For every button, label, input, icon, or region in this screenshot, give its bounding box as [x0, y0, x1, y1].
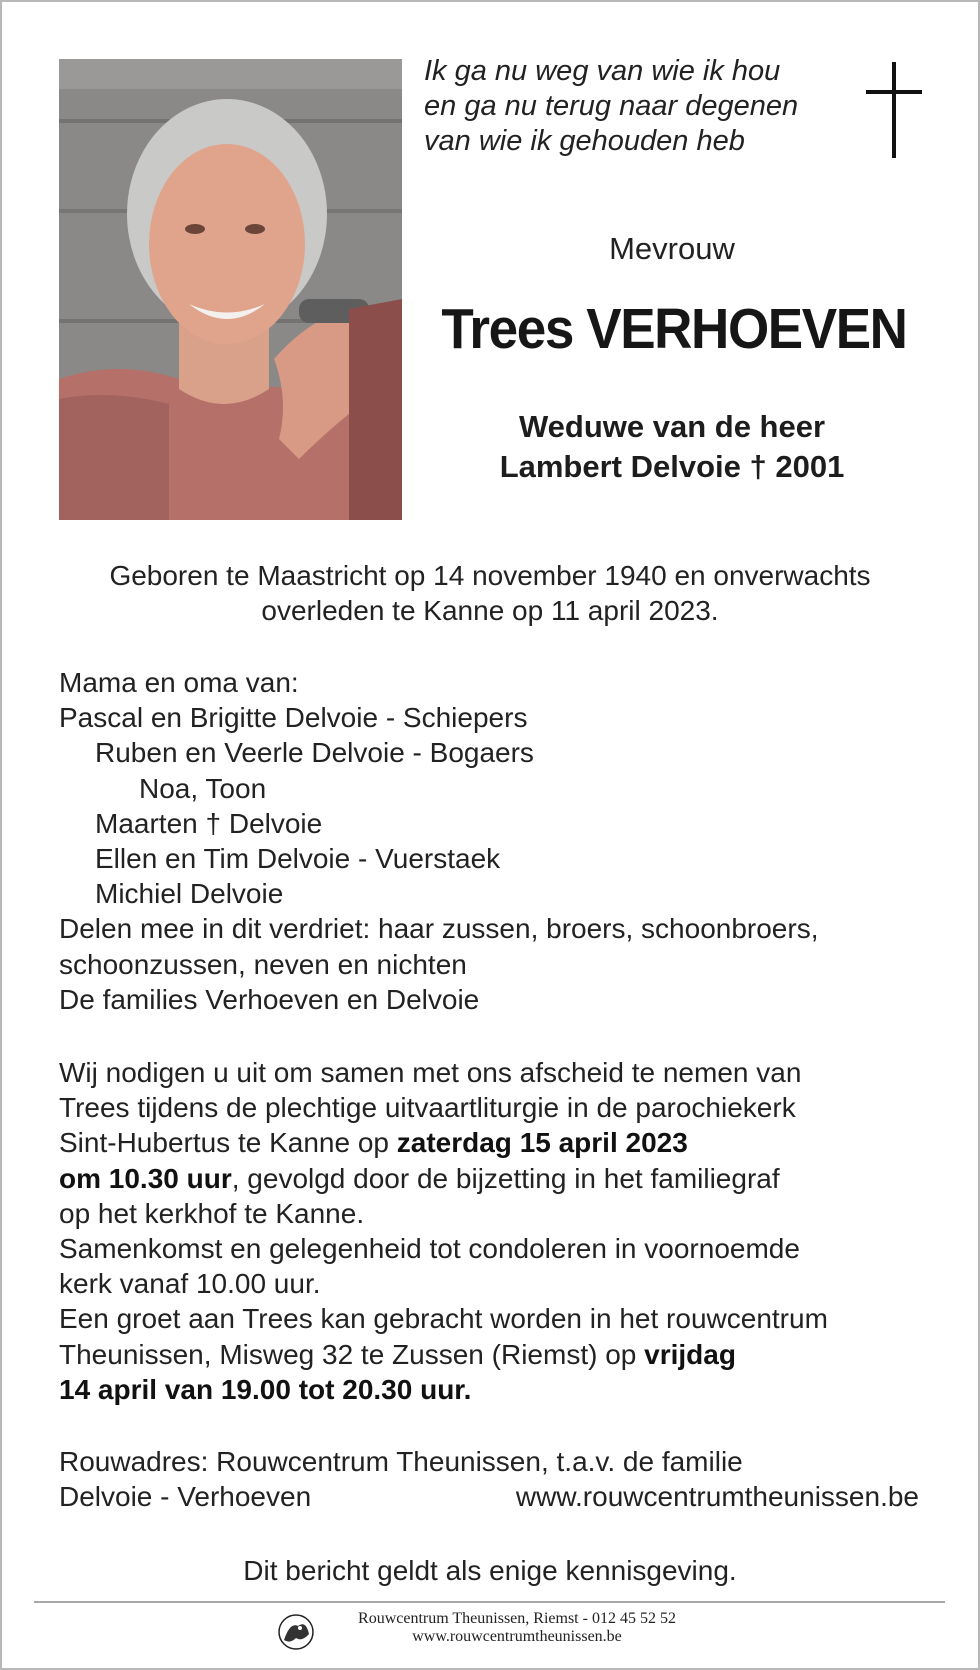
portrait-photo — [59, 59, 402, 520]
deceased-name: Trees VERHOEVEN — [441, 297, 907, 361]
family-member: Ruben en Veerle Delvoie - Bogaers — [95, 737, 534, 769]
invite-line: Trees tijdens de plechtige uitvaartliturgie in de parochiekerk — [59, 1092, 796, 1124]
invite-text: Theunissen, Misweg 32 te Zussen (Riemst) op — [59, 1338, 645, 1370]
family-extended: De families Verhoeven en Delvoie — [59, 983, 480, 1015]
funeral-home-logo-icon — [276, 1612, 316, 1652]
footer-contact: Rouwcentrum Theunissen, Riemst - 012 45 52 52 — [358, 1610, 676, 1627]
family-member: Pascal en Brigitte Delvoie - Schiepers — [59, 702, 528, 734]
poem — [424, 54, 798, 159]
footer-website[interactable]: www.rouwcentrumtheunissen.be — [412, 1628, 622, 1645]
widow-line: Lambert Delvoie † 2001 — [499, 449, 845, 484]
footer-text — [318, 1610, 716, 1646]
invite-line: op het kerkhof te Kanne. — [59, 1197, 365, 1229]
birth-death-statement — [40, 558, 940, 628]
death-line: overleden te Kanne op 11 april 2023. — [261, 595, 719, 626]
poem-line: en ga nu terug naar degenen — [424, 90, 799, 122]
invite-line: Wij nodigen u uit om samen met ons afscheid te nemen van — [59, 1057, 802, 1088]
address-line: Rouwadres: Rouwcentrum Theunissen, t.a.v. de familie — [59, 1446, 743, 1477]
funeral-invitation — [59, 1055, 828, 1407]
website-link[interactable]: www.rouwcentrumtheunissen.be — [515, 1481, 919, 1513]
salutation: Mevrouw — [609, 231, 735, 266]
notice-statement: Dit bericht geldt als enige kennisgeving. — [243, 1555, 737, 1586]
invite-line: Samenkomst en gelegenheid tot condoleren in voornoemde — [59, 1233, 800, 1265]
invite-text: Sint-Hubertus te Kanne op — [59, 1127, 397, 1159]
invite-text: , gevolgd door de bijzetting in het familiegraf — [231, 1162, 780, 1194]
invite-line — [59, 1161, 828, 1196]
funeral-home-footer — [276, 1608, 716, 1658]
family-member: Ellen en Tim Delvoie - Vuerstaek — [95, 843, 501, 875]
poem-line: van wie ik gehouden heb — [424, 125, 745, 157]
funeral-date: zaterdag 15 april 2023 — [396, 1127, 688, 1159]
family-intro: Mama en oma van: — [59, 667, 299, 698]
address-row — [59, 1479, 919, 1514]
funeral-time: om 10.30 uur — [59, 1162, 232, 1194]
family-member: Michiel Delvoie — [95, 878, 284, 910]
mourning-address — [59, 1444, 919, 1514]
family-member: Noa, Toon — [139, 772, 267, 804]
address-family: Delvoie - Verhoeven — [59, 1481, 312, 1513]
visitation-day: vrijdag — [644, 1338, 736, 1370]
visitation-time: 14 april van 19.00 tot 20.30 uur. — [59, 1373, 472, 1405]
poem-line: Ik ga nu weg van wie ik hou — [424, 55, 781, 87]
widow-line: Weduwe van de heer — [518, 409, 826, 444]
birth-line: Geboren te Maastricht op 14 november 1940 en onverwachts — [109, 560, 871, 591]
invite-line — [59, 1337, 828, 1372]
invite-line: Een groet aan Trees kan gebracht worden in het rouwcentrum — [59, 1303, 828, 1335]
family-extended: Delen mee in dit verdriet: haar zussen, broers, schoonbroers, — [59, 913, 819, 945]
invite-line: kerk vanaf 10.00 uur. — [59, 1268, 321, 1300]
family-list — [59, 665, 819, 1017]
footer-divider — [34, 1601, 945, 1603]
invite-line — [59, 1125, 828, 1160]
family-member: Maarten † Delvoie — [95, 807, 323, 839]
family-extended: schoonzussen, neven en nichten — [59, 948, 467, 980]
widow-statement — [424, 407, 920, 487]
cross-icon — [866, 62, 922, 158]
